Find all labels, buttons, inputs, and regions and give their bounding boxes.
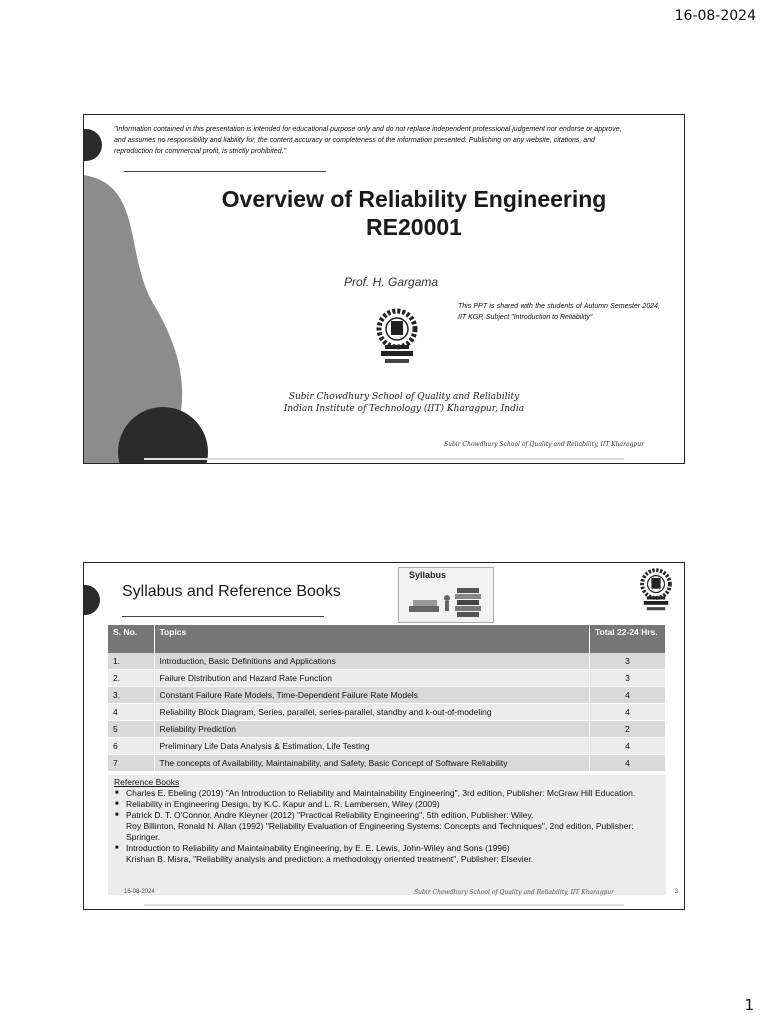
syllabus-table (108, 625, 666, 772)
school-line-2: Indian Institute of Technology (IIT) Kharagpur, India (283, 404, 525, 414)
slide-title: Syllabus and Reference Books (122, 583, 341, 600)
serial-cell: 7 (108, 755, 154, 772)
school-name (194, 391, 614, 415)
hours-cell: 3 (590, 653, 666, 670)
list-item: ■ Patrick D. T. O'Connor, Andre Kleyner (2012) "Practical Reliability Engineering", 5th edition, Publisher: Wiley. (126, 810, 660, 821)
serial-cell: 2. (108, 670, 154, 687)
serial-cell: 4 (108, 704, 154, 721)
course-code: RE20001 (366, 214, 462, 240)
title-slide (83, 114, 685, 464)
divider (122, 616, 324, 617)
iit-kgp-emblem-icon (636, 567, 676, 615)
list-item: ■ Charles E. Ebeling (2019) "An Introduction to Reliability and Maintainability Engineering", 3rd edition, Publisher: McGraw Hill Education. (126, 788, 660, 799)
table-row (108, 653, 666, 670)
slide-footer: Subir Chowdhury School of Quality and Reliability, IIT Kharagpur (443, 441, 644, 448)
serial-cell: 5 (108, 721, 154, 738)
professor-name: Prof. H. Gargama (344, 275, 439, 289)
table-header-row (108, 625, 666, 653)
hours-cell: 2 (590, 721, 666, 738)
topic-cell: Preliminary Life Data Analysis & Estimation, Life Testing (154, 738, 590, 755)
column-header: Total 22-24 Hrs. (590, 625, 666, 653)
table-row (108, 704, 666, 721)
table-row (108, 721, 666, 738)
decorative-circle (83, 129, 102, 161)
syllabus-books-image (398, 567, 494, 623)
page-date: 16-08-2024 (674, 8, 756, 24)
reference-books (108, 775, 666, 895)
list-item: ■ Introduction to Reliability and Maintainability Engineering, by E. E. Lewis, John-Wiley and Sons (1996) (126, 843, 660, 854)
books-icon (407, 584, 487, 620)
serial-cell: 1. (108, 653, 154, 670)
shared-note: This PPT is shared with the students of Autumn Semester 2024, IIT KGP, Subject "Introduction to Reliability" (458, 303, 660, 321)
column-header: Topics (154, 625, 590, 653)
hours-cell: 4 (590, 687, 666, 704)
school-line-1: Subir Chowdhury School of Quality and Reliability (288, 392, 520, 402)
column-header: S. No. (108, 625, 154, 653)
syllabus-slide (83, 562, 685, 910)
hours-cell: 4 (590, 704, 666, 721)
table-row (108, 670, 666, 687)
title-line-1: Overview of Reliability Engineering (221, 186, 607, 212)
hours-cell: 4 (590, 738, 666, 755)
list-item: Krishan B. Misra, "Reliability analysis and prediction: a methodology oriented treatment", Publisher: Elsevier. (126, 854, 534, 864)
table-row (108, 687, 666, 704)
hours-cell: 4 (590, 755, 666, 772)
reference-list (108, 788, 666, 865)
footer-rule (144, 458, 624, 460)
table-row (108, 738, 666, 755)
references-heading: Reference Books (114, 777, 180, 787)
footer-school: Subir Chowdhury School of Quality and Reliability, IIT Kharagpur (413, 889, 614, 896)
footer-page-number: 3 (674, 889, 678, 895)
hours-cell: 3 (590, 670, 666, 687)
topic-cell: Constant Failure Rate Models, Time-Dependent Failure Rate Models (154, 687, 590, 704)
syllabus-label: Syllabus (409, 570, 447, 580)
topic-cell: Failure Distribution and Hazard Rate Function (154, 670, 590, 687)
serial-cell: 3. (108, 687, 154, 704)
decorative-circle (83, 585, 100, 615)
list-item: ■ Reliability in Engineering Design, by K.C. Kapur and L. R. Lambersen, Wiley (2009) (126, 799, 660, 810)
topic-cell: The concepts of Availability, Maintainability, and Safety, Basic Concept of Software Reliability (154, 755, 590, 772)
topic-cell: Reliability Block Diagram, Series, parallel, series-parallel, standby and k-out-of-modeling (154, 704, 590, 721)
list-item: Roy Billinton, Ronald N. Allan (1992) "Reliability Evaluation of Engineering Systems: Concepts and Techniques", 2nd edition, Publisher: Springer. (126, 821, 634, 842)
serial-cell: 6 (108, 738, 154, 755)
disclaimer-text: "Information contained in this presentation is intended for educational purpose only and do not replace independent professional judgement nor endorse or approve, and assumes no responsibility and liability for, the content accuracy or completeness of the information presented. Publishing on any website, citations, and reproduction for commercial profit, is strictly prohibited." (114, 126, 622, 155)
footer-date: 16-08-2024 (124, 889, 155, 895)
table-row (108, 755, 666, 772)
topic-cell: Introduction, Basic Definitions and Applications (154, 653, 590, 670)
divider (124, 171, 326, 172)
footer-rule (144, 904, 624, 906)
slide-title (194, 185, 634, 241)
topic-cell: Reliability Prediction (154, 721, 590, 738)
iit-kgp-emblem-icon (371, 307, 423, 369)
page-number: 1 (744, 996, 754, 1014)
